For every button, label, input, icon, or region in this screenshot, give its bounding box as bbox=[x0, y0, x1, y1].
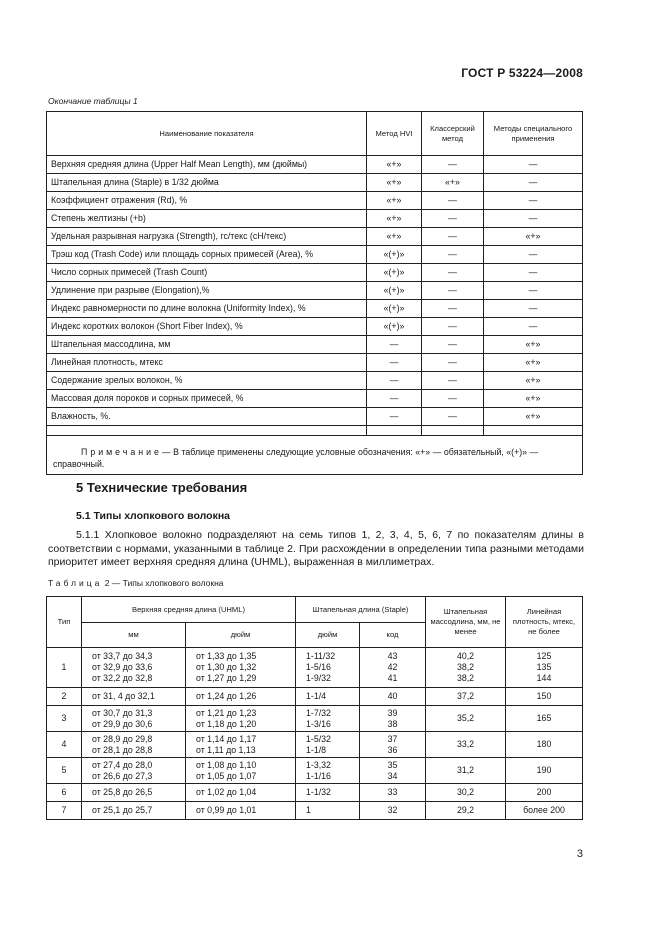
classer-value: — bbox=[422, 192, 484, 210]
cell-line: 180 bbox=[536, 739, 552, 749]
staple-inch-cell bbox=[296, 732, 360, 758]
table-row bbox=[47, 282, 583, 300]
table2-caption-label: Таблица bbox=[48, 578, 103, 588]
hvi-value: «(+)» bbox=[367, 318, 422, 336]
classer-value: — bbox=[422, 408, 484, 426]
type-cell: 1 bbox=[47, 648, 82, 688]
cell-line: от 1,33 до 1,35 bbox=[196, 651, 257, 661]
density-cell bbox=[506, 648, 583, 688]
type-cell: 7 bbox=[47, 802, 82, 820]
special-value: — bbox=[484, 156, 583, 174]
t2-header-uhml: Верхняя средняя длина (UHML) bbox=[82, 597, 296, 623]
type-cell: 2 bbox=[47, 688, 82, 706]
mass-length-cell bbox=[426, 802, 506, 820]
cell-line: 37,2 bbox=[456, 691, 475, 701]
cell-line: от 1,18 до 1,20 bbox=[196, 718, 257, 729]
cell-line: от 31, 4 до 32,1 bbox=[92, 691, 155, 701]
classer-value: — bbox=[422, 264, 484, 282]
table-row bbox=[47, 318, 583, 336]
cell-line: 42 bbox=[387, 662, 398, 672]
cell-line: 1-1/32 bbox=[306, 787, 331, 797]
cell-line: от 26,6 до 27,3 bbox=[92, 770, 153, 781]
staple-code-cell bbox=[360, 648, 426, 688]
table-row bbox=[47, 408, 583, 426]
cell-line: от 0,99 до 1,01 bbox=[196, 805, 257, 815]
classer-value: — bbox=[422, 282, 484, 300]
t1-header-special: Методы специального применения bbox=[484, 112, 583, 156]
hvi-value: — bbox=[367, 390, 422, 408]
special-value: «+» bbox=[484, 408, 583, 426]
cell-line: 1-1/4 bbox=[306, 691, 327, 701]
special-value: — bbox=[484, 210, 583, 228]
special-value: — bbox=[484, 246, 583, 264]
indicator-name: Удлинение при разрыве (Elongation),% bbox=[47, 282, 367, 300]
uhml-inch-cell bbox=[186, 648, 296, 688]
hvi-value: «+» bbox=[367, 228, 422, 246]
density-cell bbox=[506, 784, 583, 802]
cell-line: от 27,4 до 28,0 bbox=[92, 759, 153, 770]
cell-line: 135 bbox=[536, 662, 552, 672]
table-row bbox=[47, 372, 583, 390]
staple-code-cell bbox=[360, 732, 426, 758]
indicator-name: Число сорных примесей (Trash Count) bbox=[47, 264, 367, 282]
uhml-mm-cell bbox=[82, 648, 186, 688]
classer-value: «+» bbox=[422, 174, 484, 192]
staple-code-cell bbox=[360, 706, 426, 732]
table2-caption bbox=[48, 578, 224, 588]
cell-line: 1-9/32 bbox=[306, 673, 331, 683]
cell-line: от 1,21 до 1,23 bbox=[196, 707, 257, 718]
classer-value: — bbox=[422, 210, 484, 228]
uhml-mm-cell bbox=[82, 706, 186, 732]
uhml-mm-cell bbox=[82, 802, 186, 820]
hvi-value: «+» bbox=[367, 156, 422, 174]
staple-inch-cell bbox=[296, 648, 360, 688]
note-text: — В таблице применены следующие условные обозначения: «+» — обязательный, «(+)» — справочный. bbox=[53, 447, 539, 469]
table-2 bbox=[46, 596, 583, 820]
cell-line: 37 bbox=[387, 733, 398, 744]
cell-line: 165 bbox=[536, 713, 552, 723]
table-row bbox=[47, 706, 583, 732]
cell-line: 125 bbox=[536, 651, 552, 661]
uhml-mm-cell bbox=[82, 732, 186, 758]
t2-header-staple: Штапельная длина (Staple) bbox=[296, 597, 426, 623]
type-cell: 4 bbox=[47, 732, 82, 758]
special-value: — bbox=[484, 318, 583, 336]
cell-line: от 32,9 до 33,6 bbox=[92, 662, 153, 672]
uhml-inch-cell bbox=[186, 758, 296, 784]
cell-line: от 29,9 до 30,6 bbox=[92, 718, 153, 729]
cell-line: 40,2 bbox=[456, 651, 475, 661]
density-cell bbox=[506, 732, 583, 758]
paragraph-5-1-1: 5.1.1 Хлопковое волокно подразделяют на семь типов 1, 2, 3, 4, 5, 6, 7 по показателям длины в соответствии с нормами, указанными в таблице 2. При расхождении в определении типа разными методами приоритет имеет верхняя средняя длина (UHML), выраженная в миллиметрах. bbox=[48, 529, 584, 568]
table-row bbox=[47, 210, 583, 228]
table1-caption: Окончание таблицы 1 bbox=[48, 96, 138, 106]
cell-line: 43 bbox=[387, 651, 398, 661]
density-cell bbox=[506, 802, 583, 820]
special-value: — bbox=[484, 282, 583, 300]
cell-line: 35 bbox=[387, 759, 398, 770]
mass-length-cell bbox=[426, 758, 506, 784]
cell-line: 144 bbox=[536, 673, 552, 683]
staple-code-cell bbox=[360, 802, 426, 820]
indicator-name: Степень желтизны (+b) bbox=[47, 210, 367, 228]
table-row bbox=[47, 156, 583, 174]
classer-value: — bbox=[422, 318, 484, 336]
uhml-inch-cell bbox=[186, 784, 296, 802]
table-row bbox=[47, 354, 583, 372]
staple-code-cell bbox=[360, 784, 426, 802]
cell-line: 29,2 bbox=[456, 805, 475, 815]
cell-line: от 28,1 до 28,8 bbox=[92, 744, 153, 755]
cell-line: 41 bbox=[387, 673, 398, 683]
cell-line: от 30,7 до 31,3 bbox=[92, 707, 153, 718]
hvi-value: «+» bbox=[367, 210, 422, 228]
uhml-inch-cell bbox=[186, 802, 296, 820]
hvi-value: — bbox=[367, 372, 422, 390]
table-row bbox=[47, 390, 583, 408]
special-value: «+» bbox=[484, 354, 583, 372]
table-1 bbox=[46, 111, 583, 475]
table-row bbox=[47, 174, 583, 192]
special-value: «+» bbox=[484, 372, 583, 390]
mass-length-cell bbox=[426, 648, 506, 688]
indicator-name: Штапельная длина (Staple) в 1/32 дюйма bbox=[47, 174, 367, 192]
uhml-inch-cell bbox=[186, 706, 296, 732]
table1-note bbox=[47, 436, 583, 475]
classer-value: — bbox=[422, 300, 484, 318]
table-row bbox=[47, 802, 583, 820]
indicator-name: Штапельная массодлина, мм bbox=[47, 336, 367, 354]
page-number: 3 bbox=[576, 848, 583, 860]
cell-line: 33,2 bbox=[456, 739, 475, 749]
table-row bbox=[47, 300, 583, 318]
type-cell: 6 bbox=[47, 784, 82, 802]
table-row bbox=[47, 784, 583, 802]
cell-line: от 25,8 до 26,5 bbox=[92, 787, 153, 797]
cell-line: 1-11/32 bbox=[306, 651, 336, 661]
hvi-value: «(+)» bbox=[367, 282, 422, 300]
table-row bbox=[47, 336, 583, 354]
density-cell bbox=[506, 706, 583, 732]
special-value: — bbox=[484, 192, 583, 210]
t1-header-hvi: Метод HVI bbox=[367, 112, 422, 156]
cell-line: от 1,24 до 1,26 bbox=[196, 691, 257, 701]
cell-line: 1-3/16 bbox=[306, 718, 331, 729]
cell-line: 31,2 bbox=[456, 765, 475, 775]
uhml-mm-cell bbox=[82, 688, 186, 706]
indicator-name: Линейная плотность, мтекс bbox=[47, 354, 367, 372]
special-value: «+» bbox=[484, 228, 583, 246]
special-value: «+» bbox=[484, 336, 583, 354]
special-value: — bbox=[484, 300, 583, 318]
cell-line: 38 bbox=[387, 718, 398, 729]
hvi-value: «+» bbox=[367, 174, 422, 192]
classer-value: — bbox=[422, 390, 484, 408]
staple-inch-cell bbox=[296, 706, 360, 732]
hvi-value: — bbox=[367, 336, 422, 354]
cell-line: от 32,2 до 32,8 bbox=[92, 673, 153, 683]
cell-line: от 1,11 до 1,13 bbox=[196, 744, 256, 755]
indicator-name: Верхняя средняя длина (Upper Half Mean Length), мм (дюймы) bbox=[47, 156, 367, 174]
subsection-title: 5.1 Типы хлопкового волокна bbox=[76, 510, 231, 522]
indicator-name: Массовая доля пороков и сорных примесей, % bbox=[47, 390, 367, 408]
uhml-inch-cell bbox=[186, 732, 296, 758]
cell-line: 1-7/32 bbox=[306, 707, 331, 718]
uhml-mm-cell bbox=[82, 758, 186, 784]
staple-inch-cell bbox=[296, 802, 360, 820]
table-row bbox=[47, 192, 583, 210]
cell-line: 38,2 bbox=[456, 662, 475, 672]
staple-inch-cell bbox=[296, 784, 360, 802]
classer-value: — bbox=[422, 246, 484, 264]
section-title: 5 Технические требования bbox=[76, 480, 248, 495]
table-row bbox=[47, 228, 583, 246]
classer-value: — bbox=[422, 354, 484, 372]
hvi-value: «(+)» bbox=[367, 264, 422, 282]
cell-line: 200 bbox=[536, 787, 552, 797]
mass-length-cell bbox=[426, 732, 506, 758]
hvi-value: — bbox=[367, 354, 422, 372]
cell-line: 35,2 bbox=[456, 713, 475, 723]
table-row bbox=[47, 688, 583, 706]
cell-line: 40 bbox=[387, 691, 398, 701]
classer-value: — bbox=[422, 228, 484, 246]
t2-header-code: код bbox=[360, 623, 426, 648]
classer-value: — bbox=[422, 156, 484, 174]
cell-line: 1 bbox=[306, 805, 311, 815]
cell-line: более 200 bbox=[523, 805, 565, 815]
cell-line: от 1,05 до 1,07 bbox=[196, 770, 257, 781]
density-cell bbox=[506, 688, 583, 706]
cell-line: 34 bbox=[387, 770, 398, 781]
mass-length-cell bbox=[426, 784, 506, 802]
cell-line: 36 bbox=[387, 744, 398, 755]
indicator-name: Содержание зрелых волокон, % bbox=[47, 372, 367, 390]
hvi-value: — bbox=[367, 408, 422, 426]
cell-line: 150 bbox=[536, 691, 552, 701]
cell-line: 190 bbox=[536, 765, 552, 775]
indicator-name: Коэффициент отражения (Rd), % bbox=[47, 192, 367, 210]
cell-line: 30,2 bbox=[456, 787, 475, 797]
table-row bbox=[47, 246, 583, 264]
cell-line: от 1,08 до 1,10 bbox=[196, 759, 257, 770]
table2-caption-text: 2 — Типы хлопкового волокна bbox=[104, 578, 224, 588]
mass-length-cell bbox=[426, 688, 506, 706]
cell-line: 1-5/16 bbox=[306, 662, 331, 672]
hvi-value: «(+)» bbox=[367, 300, 422, 318]
cell-line: 1-1/16 bbox=[306, 770, 331, 781]
cell-line: 1-3,32 bbox=[306, 759, 331, 770]
staple-code-cell bbox=[360, 688, 426, 706]
t2-header-type: Тип bbox=[47, 597, 82, 648]
indicator-name: Влажность, %. bbox=[47, 408, 367, 426]
density-cell bbox=[506, 758, 583, 784]
document-id: ГОСТ Р 53224—2008 bbox=[461, 66, 583, 80]
classer-value: — bbox=[422, 372, 484, 390]
t1-header-indicator: Наименование показателя bbox=[47, 112, 367, 156]
mass-length-cell bbox=[426, 706, 506, 732]
indicator-name: Трэш код (Trash Code) или площадь сорных примесей (Area), % bbox=[47, 246, 367, 264]
cell-line: 1-5/32 bbox=[306, 733, 331, 744]
type-cell: 5 bbox=[47, 758, 82, 784]
table-row bbox=[47, 264, 583, 282]
uhml-mm-cell bbox=[82, 784, 186, 802]
classer-value: — bbox=[422, 336, 484, 354]
indicator-name: Удельная разрывная нагрузка (Strength), гс/текс (сН/текс) bbox=[47, 228, 367, 246]
staple-code-cell bbox=[360, 758, 426, 784]
t2-header-inch: дюйм bbox=[186, 623, 296, 648]
t2-header-mm: мм bbox=[82, 623, 186, 648]
t2-header-mass-length: Штапельная массодлина, мм, не менее bbox=[426, 597, 506, 648]
cell-line: 32 bbox=[387, 805, 398, 815]
cell-line: 38,2 bbox=[456, 673, 475, 683]
hvi-value: «(+)» bbox=[367, 246, 422, 264]
type-cell: 3 bbox=[47, 706, 82, 732]
cell-line: от 25,1 до 25,7 bbox=[92, 805, 153, 815]
cell-line: от 1,14 до 1,17 bbox=[196, 733, 257, 744]
cell-line: 39 bbox=[387, 707, 398, 718]
note-label: Примечание bbox=[81, 447, 162, 457]
staple-inch-cell bbox=[296, 688, 360, 706]
cell-line: 33 bbox=[387, 787, 398, 797]
t1-header-classer: Классерский метод bbox=[422, 112, 484, 156]
table-row bbox=[47, 648, 583, 688]
special-value: — bbox=[484, 174, 583, 192]
cell-line: 1-1/8 bbox=[306, 744, 327, 755]
cell-line: от 1,27 до 1,29 bbox=[196, 673, 257, 683]
hvi-value: «+» bbox=[367, 192, 422, 210]
cell-line: от 33,7 до 34,3 bbox=[92, 651, 153, 661]
t2-header-density: Линейная плотность, мтекс, не более bbox=[506, 597, 583, 648]
indicator-name: Индекс равномерности по длине волокна (Uniformity Index), % bbox=[47, 300, 367, 318]
table-row bbox=[47, 758, 583, 784]
staple-inch-cell bbox=[296, 758, 360, 784]
special-value: — bbox=[484, 264, 583, 282]
uhml-inch-cell bbox=[186, 688, 296, 706]
t2-header-staple-inch: дюйм bbox=[296, 623, 360, 648]
cell-line: от 1,30 до 1,32 bbox=[196, 662, 257, 672]
table-row bbox=[47, 732, 583, 758]
cell-line: от 28,9 до 29,8 bbox=[92, 733, 153, 744]
cell-line: от 1,02 до 1,04 bbox=[196, 787, 257, 797]
special-value: «+» bbox=[484, 390, 583, 408]
indicator-name: Индекс коротких волокон (Short Fiber Index), % bbox=[47, 318, 367, 336]
